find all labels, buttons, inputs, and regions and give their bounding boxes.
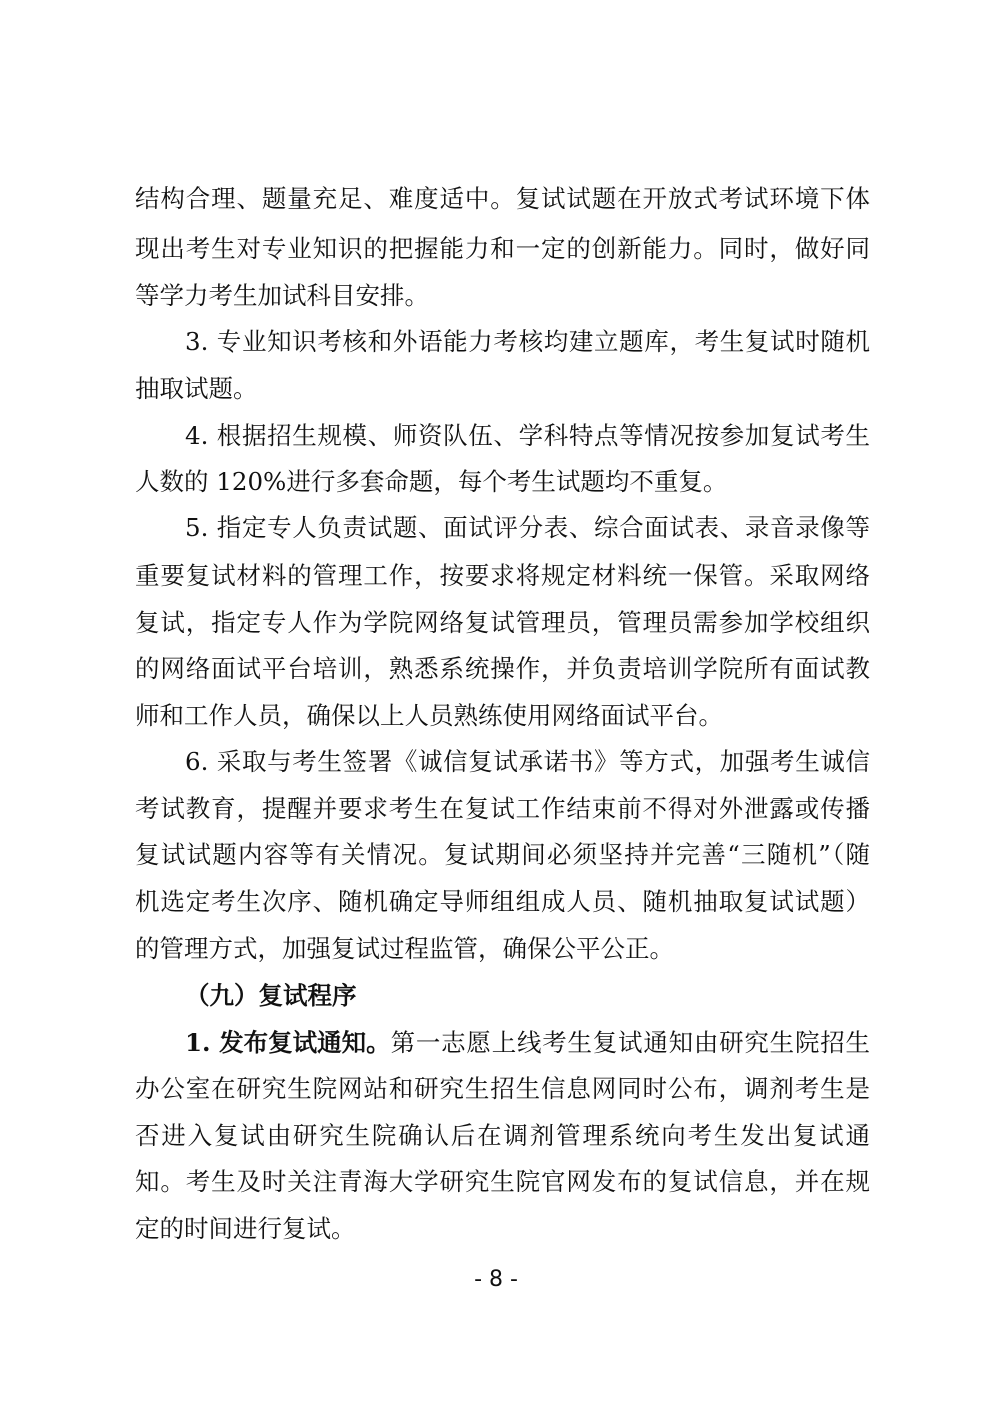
paragraph-line: 现出考生对专业知识的把握能力和一定的创新能力。同时，做好同 [135,234,870,263]
paragraph-line: 结构合理、题量充足、难度适中。复试试题在开放式考试环境下体 [135,184,870,213]
paragraph-line: 复试，指定专人作为学院网络复试管理员，管理员需参加学校组织 [135,608,870,637]
paragraph-line: 人数的 120%进行多套命题，每个考生试题均不重复。 [135,467,728,496]
paragraph-line: 师和工作人员，确保以上人员熟练使用网络面试平台。 [135,701,723,730]
paragraph-line: 考试教育，提醒并要求考生在复试工作结束前不得对外泄露或传播 [135,794,870,823]
paragraph-line: 3. 专业知识考核和外语能力考核均建立题库，考生复试时随机 [185,327,870,356]
paragraph-line: 等学力考生加试科目安排。 [135,281,429,310]
paragraph-line [185,1027,870,1059]
bold-lead-text: 1. 发布复试通知。 [185,1028,391,1057]
paragraph-line: 办公室在研究生院网站和研究生招生信息网同时公布，调剂考生是 [135,1074,870,1103]
paragraph-line: 的网络面试平台培训，熟悉系统操作，并负责培训学院所有面试教 [135,654,870,683]
section-heading: （九）复试程序 [185,981,357,1010]
paragraph-line: 重要复试材料的管理工作，按要求将规定材料统一保管。采取网络 [135,561,870,590]
paragraph-line: 的管理方式，加强复试过程监管，确保公平公正。 [135,934,674,963]
paragraph-line: 6. 采取与考生签署《诚信复试承诺书》等方式，加强考生诚信 [185,747,870,776]
paragraph-line: 5. 指定专人负责试题、面试评分表、综合面试表、录音录像等 [185,513,870,542]
paragraph-line: 4. 根据招生规模、师资队伍、学科特点等情况按参加复试考生 [185,421,870,450]
paragraph-line: 定的时间进行复试。 [135,1214,356,1243]
paragraph-line: 否进入复试由研究生院确认后在调剂管理系统向考生发出复试通 [135,1121,870,1150]
paragraph-line: 抽取试题。 [135,374,258,403]
lead-rest-text: 第一志愿上线考生复试通知由研究生院招生 [390,1028,870,1057]
paragraph-line: 知。考生及时关注青海大学研究生院官网发布的复试信息，并在规 [135,1167,870,1196]
paragraph-line: 机选定考生次序、随机确定导师组组成人员、随机抽取复试试题） [135,887,870,916]
paragraph-line: 复试试题内容等有关情况。复试期间必须坚持并完善“三随机”（随 [135,840,870,869]
page-number: - 8 - [474,1267,518,1292]
